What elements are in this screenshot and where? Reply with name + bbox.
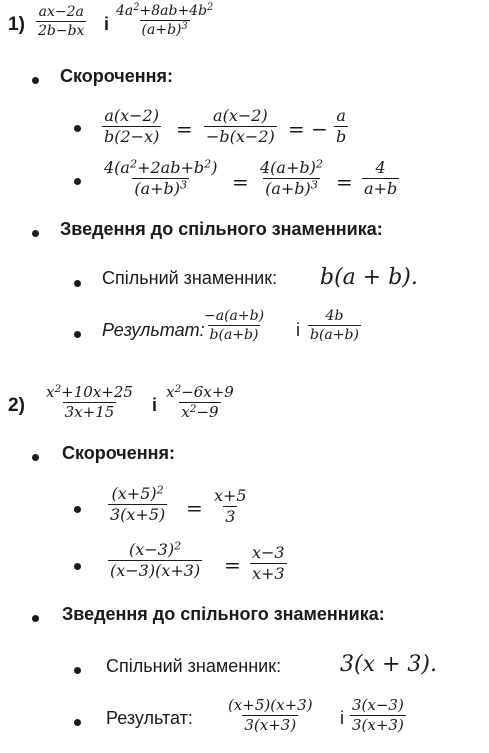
denominator: $(a+b)^3$ [265,178,318,198]
common-denominator-label: Спільний знаменник: [106,656,282,676]
connector-and: і [152,395,158,415]
denominator: $(a+b)^3$ [141,21,188,38]
common-denominator-value: 3(x + 3). [340,652,437,677]
common-denominator-heading: Зведення до спільного знаменника: [60,219,383,239]
numerator: $4(a^2+2ab+b^2)$ [104,157,218,177]
reduce-1-fraction-1 [102,108,161,145]
problem-2-fraction-2 [164,382,236,421]
denominator: b(a+b) [209,327,259,343]
connector-and: і [296,320,300,340]
denominator: 3(x+5) [110,505,166,524]
bullet [74,331,81,338]
denominator: 3 [225,507,236,526]
problem-2-fraction-1 [44,382,135,421]
numerator: (x+5)(x+3) [228,696,313,714]
equals-sign: = [186,496,203,520]
reduce-3-fraction-2 [212,488,249,525]
denominator: $(a+b)^3$ [134,178,188,198]
equals-sign: = [224,553,241,577]
numerator: ax−2a [38,4,84,20]
bullet [74,563,81,570]
numerator: a [336,106,346,125]
numerator: $(x-3)^2$ [128,539,182,559]
reduce-4-fraction-1 [108,539,202,580]
numerator: $x^2-6x+9$ [166,382,234,401]
bullet [32,615,39,622]
denominator: 3x+15 [64,403,115,421]
result-label: Результат: [102,320,205,340]
problem-1-number: 1) [8,14,25,35]
problem-1-fraction-2 [114,4,215,37]
equals-minus-sign: = − [288,117,328,141]
reduce-1-fraction-3 [334,108,348,145]
reduce-3-fraction-1 [108,483,167,524]
common-denominator-value: b(a + b). [320,265,418,290]
common-denominator-heading: Зведення до спільного знаменника: [62,604,385,624]
numerator: $4a^2+8ab+4b^2$ [116,2,214,19]
result-fraction-1 [202,309,266,342]
reduce-heading: Скорочення: [60,66,174,86]
connector-and: і [104,14,110,34]
equals-sign: = [336,170,353,194]
equals-sign: = [176,117,193,141]
numerator: $4(a+b)^2$ [260,157,323,177]
denominator: (x−3)(x+3) [110,561,201,580]
numerator: a(x−2) [104,106,159,125]
bullet [32,454,39,461]
bullet [74,719,81,726]
numerator: 4 [375,158,386,177]
denominator: b(2−x) [104,127,160,146]
numerator: a(x−2) [213,106,268,125]
result-label: Результат: [106,708,193,728]
denominator: 2b−bx [38,23,85,39]
denominator: b [336,127,347,146]
common-denominator-label: Спільний знаменник: [102,268,278,288]
numerator: −a(a+b) [204,308,265,324]
result-fraction-2 [308,309,361,342]
denominator: $x^2-9$ [181,402,219,421]
numerator: x+5 [214,486,247,505]
numerator: 4b [325,308,344,324]
connector-and: і [340,708,344,728]
bullet [32,77,39,84]
bullet [32,230,39,237]
bullet [74,280,81,287]
denominator: −b(x−2) [206,127,275,146]
bullet [74,125,81,132]
numerator: 3(x−3) [352,696,404,714]
denominator: b(a+b) [310,327,359,343]
result-fraction-1 [226,698,315,733]
equals-sign: = [232,170,249,194]
bullet [74,667,81,674]
bullet [74,178,81,185]
reduce-2-fraction-1 [102,157,219,198]
reduce-2-fraction-3 [362,160,399,197]
denominator: a+b [364,179,398,198]
numerator: $(x+5)^2$ [111,483,164,503]
reduce-heading: Скорочення: [62,443,176,463]
bullet [74,506,81,513]
reduce-1-fraction-2 [204,108,277,145]
problem-2-number: 2) [8,395,25,416]
denominator: x+3 [252,564,285,583]
denominator: 3(x+3) [244,716,297,734]
reduce-4-fraction-2 [250,545,287,582]
problem-1-fraction-1 [36,5,86,38]
reduce-2-fraction-2 [258,157,325,198]
numerator: x−3 [252,543,285,562]
denominator: 3(x+3) [352,716,404,734]
result-fraction-2 [350,698,406,733]
numerator: $x^2+10x+25$ [46,382,133,401]
